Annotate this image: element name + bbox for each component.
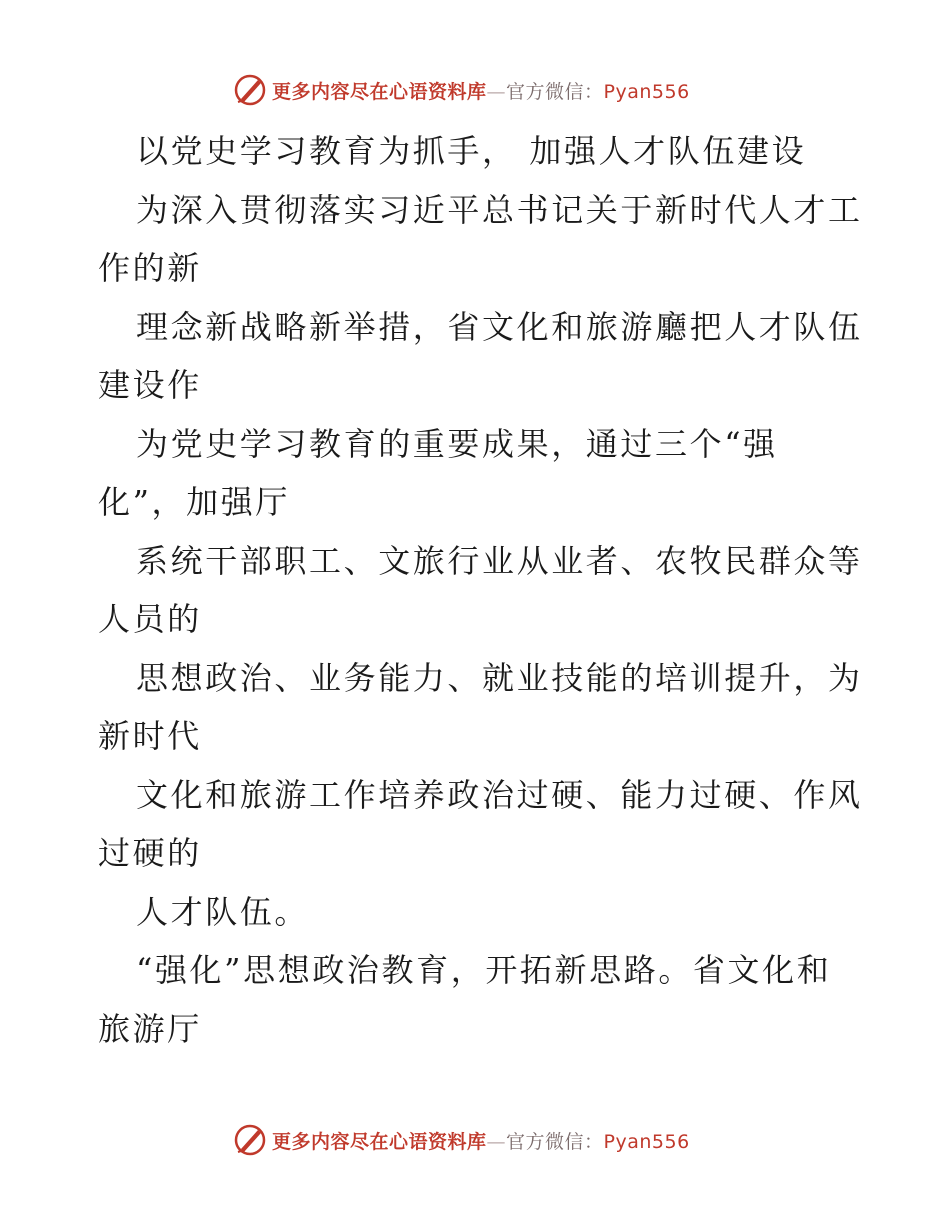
- banner-dash: —: [486, 1130, 507, 1153]
- text-line: 旅游厅: [98, 1009, 202, 1048]
- quill-pen-logo-icon: [232, 72, 268, 108]
- text-line: 文化和旅游工作培养政治过硬、能力过硬、作风: [136, 775, 863, 814]
- text-line: 以党史学习教育为抓手， 加强人才队伍建设: [136, 132, 807, 170]
- banner-main: 更多内容尽在心语资料库: [272, 1130, 487, 1153]
- text-line: 人才队伍。: [136, 892, 310, 931]
- text-line: 化”，加强厅: [98, 483, 290, 521]
- text-line: 理念新战略新举措，省文化和旅游廳把人才队伍: [136, 307, 863, 346]
- banner-rest: 官方微信：: [506, 1130, 604, 1153]
- header-banner: [232, 70, 690, 110]
- text-line: 为党史学习教育的重要成果，通过三个“强: [136, 424, 778, 463]
- banner-wechat-id: Pyan556: [603, 80, 690, 103]
- banner-dash: —: [486, 80, 507, 103]
- text-line: 系统干部职工、文旅行业从业者、农牧民群众等: [136, 541, 863, 580]
- text-line: 过硬的: [98, 834, 202, 872]
- banner-text: [272, 1127, 690, 1154]
- text-line: 人员的: [98, 600, 202, 638]
- text-line: “强化”思想政治教育，开拓新思路。省文化和: [136, 951, 832, 989]
- quill-pen-logo-icon: [232, 1122, 268, 1158]
- text-line: 为深入贯彻落实习近平总书记关于新时代人才工: [136, 190, 863, 229]
- footer-banner: [232, 1120, 690, 1160]
- text-line: 思想政治、业务能力、就业技能的培训提升，为: [136, 658, 863, 697]
- banner-text: [272, 77, 690, 104]
- banner-main: 更多内容尽在心语资料库: [272, 80, 487, 103]
- banner-rest: 官方微信：: [506, 80, 604, 103]
- document-body: [98, 122, 863, 1058]
- text-line: 作的新: [98, 249, 202, 287]
- text-line: 新时代: [98, 717, 202, 755]
- banner-wechat-id: Pyan556: [603, 1130, 690, 1153]
- text-line: 建设作: [98, 366, 202, 404]
